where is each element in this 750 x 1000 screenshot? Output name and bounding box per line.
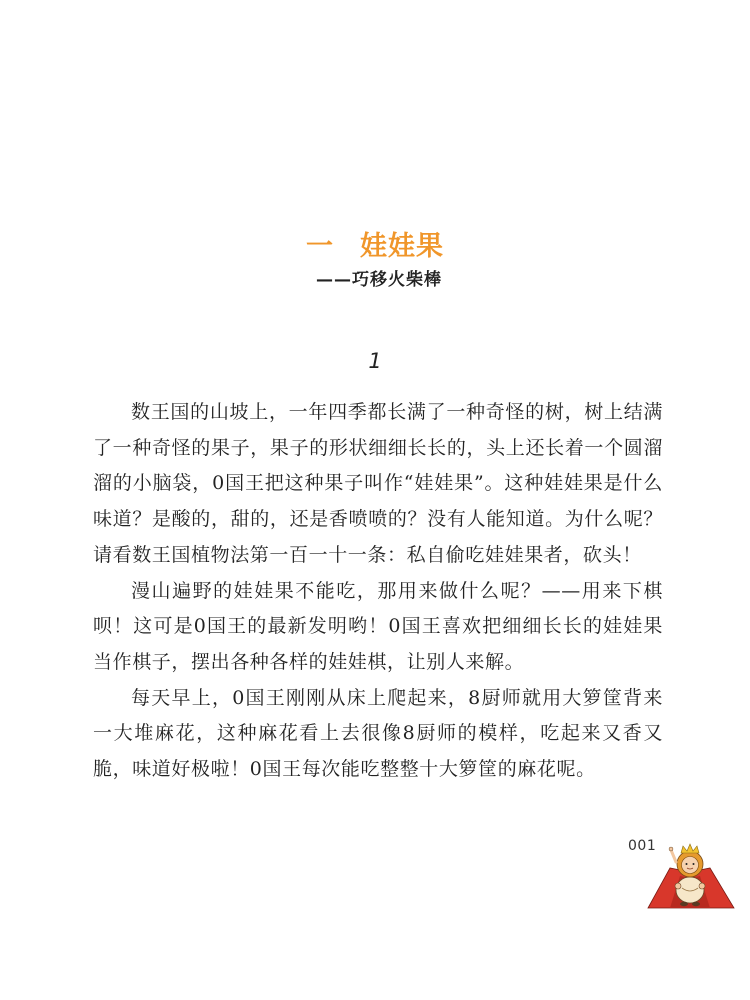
page-number: 001 [628,838,657,854]
chapter-name: 娃娃果 [360,231,444,262]
paragraph-3: 每天早上，0国王刚刚从床上爬起来，8厨师就用大箩筐背来一大堆麻花，这种麻花看上去很像8厨师的模样，吃起来又香又脆，味道好极啦！0国王每次能吃整整十大箩筐的麻花呢。 [93,686,663,781]
chapter-subtitle: ——巧移火柴棒 [316,270,442,290]
chapter-number: 一 [306,231,334,262]
body-text [93,395,663,788]
paragraph-2: 漫山遍野的娃娃果不能吃，那用来做什么呢？——用来下棋呗！这可是0国王的最新发明哟！0国王喜欢把细细长长的娃娃果当作棋子，摆出各种各样的娃娃棋，让别人来解。 [93,579,663,673]
section-number: 1 [368,349,382,373]
chapter-title [0,224,750,263]
king-mascot-icon [640,842,740,912]
paragraph-1: 数王国的山坡上，一年四季都长满了一种奇怪的树，树上结满了一种奇怪的果子，果子的形状细细长长的，头上还长着一个圆溜溜的小脑袋，0国王把这种果子叫作“娃娃果”。这种娃娃果是什么味道？是酸的，甜的，还是香喷喷的？没有人能知道。为什么呢？请看数王国植物法第一百一十一条：私自偷吃娃娃果者，砍头！ [93,401,663,566]
